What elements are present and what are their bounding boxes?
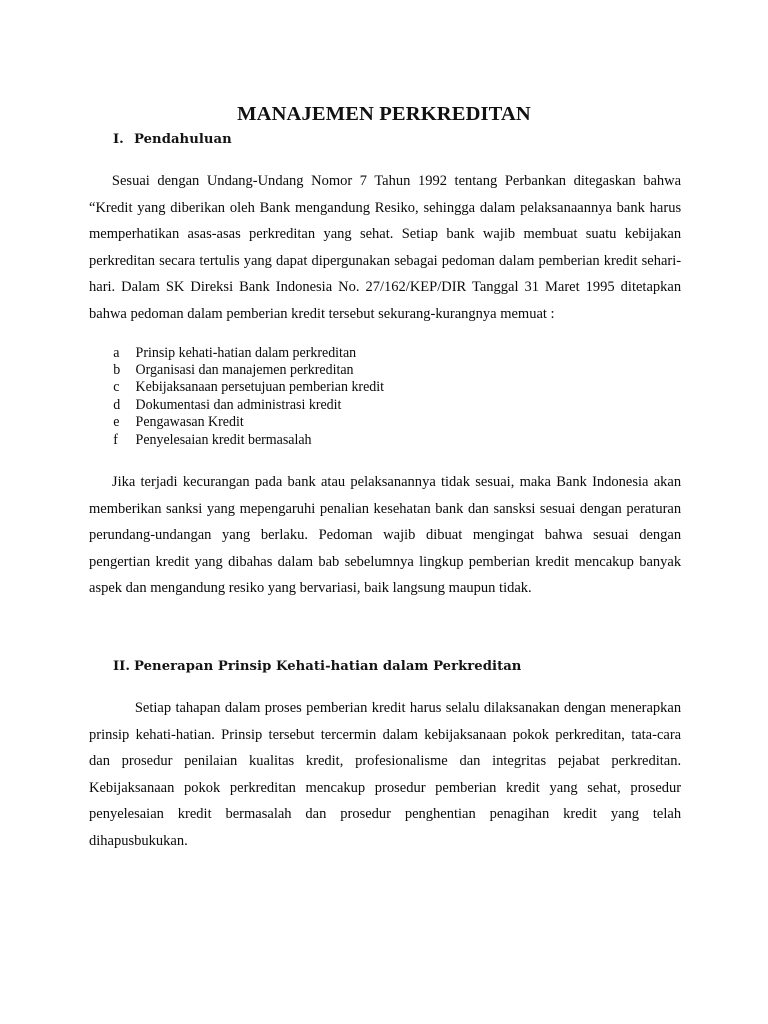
section-title: Pendahuluan (134, 132, 232, 147)
list-item-label: Organisasi dan manajemen perkreditan (135, 361, 354, 378)
spacer (89, 674, 681, 695)
list-item (89, 379, 663, 396)
requirements-list (89, 345, 681, 449)
list-item-label: Dokumentasi dan administrasi kredit (135, 396, 342, 413)
section-heading-penerapan-prinsip (89, 659, 681, 674)
spacer (89, 328, 681, 345)
list-marker: a (113, 344, 120, 361)
list-item-label: Prinsip kehati-hatian dalam perkreditan (135, 344, 357, 361)
page-title: MANAJEMEN PERKREDITAN (237, 102, 531, 125)
paragraph-pendahuluan-1: Sesuai dengan Undang-Undang Nomor 7 Tahun 1992 tentang Perbankan ditegaskan bahwa “Kredit yang diberikan oleh Bank mengandung Resiko, sehingga dalam pelaksanaannya bank harus memperhatikan asas-asas perkreditan yang sehat. Setiap bank wajib membuat suatu kebijakan perkreditan secara tertulis yang dapat dipergunakan sebagai pedoman dalam pemberian kredit sehari-hari. Dalam SK Direksi Bank Indonesia No. 27/162/KEP/DIR Tanggal 31 Maret 1995 ditetapkan bahwa pedoman dalam pemberian kredit tersebut sekurang-kurangnya memuat : (89, 172, 682, 322)
list-item (89, 414, 663, 431)
list-item (89, 345, 663, 362)
list-marker: f (113, 431, 118, 448)
list-item-label: Penyelesaian kredit bermasalah (135, 431, 312, 448)
section-heading-pendahuluan (89, 132, 681, 147)
list-marker: e (113, 414, 120, 431)
spacer (89, 602, 681, 659)
paragraph-penerapan-prinsip-1: Setiap tahapan dalam proses pemberian kredit harus selalu dilaksanakan dengan menerapkan prinsip kehati-hatian. Prinsip tersebut tercermin dalam kebijaksanaan pokok perkreditan, tata-cara dan prosedur penilaian kualitas kredit, profesionalisme dan integritas pejabat perkreditan. Kebijaksanaan pokok perkreditan mencakup prosedur pemberian kredit yang sehat, prosedur penyelesaian kredit bermasalah dan prosedur penghentian penagihan kredit yang telah dihapusbukukan. (89, 698, 682, 849)
list-item (89, 432, 663, 449)
list-item (89, 397, 663, 414)
section-title: Penerapan Prinsip Kehati-hatian dalam Perkreditan (134, 658, 522, 674)
spacer (89, 449, 681, 469)
section-number: I. (113, 132, 124, 147)
list-item-label: Pengawasan Kredit (135, 414, 244, 431)
paragraph-pendahuluan-2: Jika terjadi kecurangan pada bank atau pelaksanannya tidak sesuai, maka Bank Indonesia akan memberikan sanksi yang mepengaruhi penalian kesehatan bank dan sansksi sesuai dengan peraturan perundang-undangan yang berlaku. Pedoman wajib dibuat mengingat bahwa sesuai dengan pengertian kredit yang dibahas dalam bab sebelumnya lingkup pemberian kredit mencakup banyak aspek dan mengandung resiko yang bervariasi, baik langsung maupun tidak. (89, 473, 682, 597)
document-body (89, 132, 681, 855)
list-item (89, 362, 663, 379)
list-marker: b (113, 361, 121, 378)
list-item-label: Kebijaksanaan persetujuan pemberian kredit (135, 379, 385, 396)
section-number: II. (113, 658, 130, 674)
spacer (89, 147, 681, 168)
list-marker: c (113, 379, 120, 396)
list-marker: d (113, 396, 121, 413)
